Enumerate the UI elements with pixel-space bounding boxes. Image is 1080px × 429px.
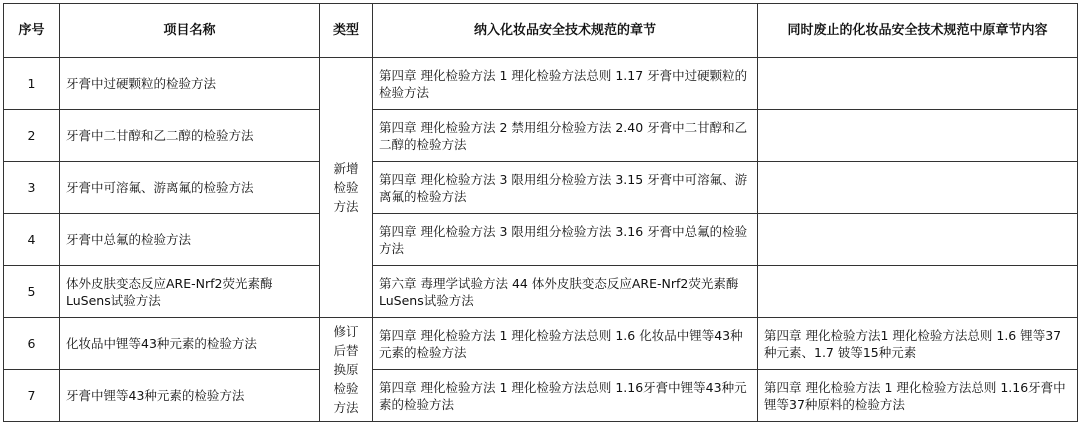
row-name: 牙膏中锂等43种元素的检验方法	[60, 370, 320, 422]
table-row	[4, 110, 1078, 162]
type-cell-new	[320, 58, 373, 318]
row-no: 2	[4, 110, 60, 162]
header-replaced: 同时废止的化妆品安全技术规范中原章节内容	[758, 4, 1078, 58]
row-replaced	[758, 214, 1078, 266]
row-chapter: 第四章 理化检验方法 3 限用组分检验方法 3.16 牙膏中总氟的检验方法	[373, 214, 758, 266]
header-no: 序号	[4, 4, 60, 58]
header-type: 类型	[320, 4, 373, 58]
table-row	[4, 162, 1078, 214]
row-no: 6	[4, 318, 60, 370]
type-label-new: 新增检验方法	[333, 161, 359, 214]
row-replaced: 第四章 理化检验方法 1 理化检验方法总则 1.16牙膏中锂等37种原料的检验方法	[758, 370, 1078, 422]
row-no: 7	[4, 370, 60, 422]
row-chapter: 第六章 毒理学试验方法 44 体外皮肤变态反应ARE-Nrf2荧光素酶LuSens试验方法	[373, 266, 758, 318]
row-no: 1	[4, 58, 60, 110]
row-chapter: 第四章 理化检验方法 1 理化检验方法总则 1.17 牙膏中过硬颗粒的检验方法	[373, 58, 758, 110]
row-no: 4	[4, 214, 60, 266]
table-row	[4, 214, 1078, 266]
row-replaced	[758, 162, 1078, 214]
row-chapter: 第四章 理化检验方法 2 禁用组分检验方法 2.40 牙膏中二甘醇和乙二醇的检验方法	[373, 110, 758, 162]
row-replaced: 第四章 理化检验方法1 理化检验方法总则 1.6 锂等37种元素、1.7 铍等15种元素	[758, 318, 1078, 370]
row-chapter: 第四章 理化检验方法 1 理化检验方法总则 1.6 化妆品中锂等43种元素的检验方法	[373, 318, 758, 370]
header-chapter: 纳入化妆品安全技术规范的章节	[373, 4, 758, 58]
header-name: 项目名称	[60, 4, 320, 58]
table-row	[4, 318, 1078, 370]
table-row	[4, 58, 1078, 110]
row-no: 5	[4, 266, 60, 318]
row-chapter: 第四章 理化检验方法 3 限用组分检验方法 3.15 牙膏中可溶氟、游离氟的检验方法	[373, 162, 758, 214]
row-replaced	[758, 58, 1078, 110]
row-name: 牙膏中总氟的检验方法	[60, 214, 320, 266]
type-cell-revised	[320, 318, 373, 422]
row-name: 牙膏中可溶氟、游离氟的检验方法	[60, 162, 320, 214]
row-name: 牙膏中二甘醇和乙二醇的检验方法	[60, 110, 320, 162]
row-no: 3	[4, 162, 60, 214]
row-replaced	[758, 266, 1078, 318]
header-row	[4, 4, 1078, 58]
row-name: 体外皮肤变态反应ARE-Nrf2荧光素酶LuSens试验方法	[60, 266, 320, 318]
table-row	[4, 370, 1078, 422]
type-label-revised: 修订后替换原检验方法	[333, 324, 359, 415]
table-row	[4, 266, 1078, 318]
row-replaced	[758, 110, 1078, 162]
row-name: 化妆品中锂等43种元素的检验方法	[60, 318, 320, 370]
row-chapter: 第四章 理化检验方法 1 理化检验方法总则 1.16牙膏中锂等43种元素的检验方法	[373, 370, 758, 422]
row-name: 牙膏中过硬颗粒的检验方法	[60, 58, 320, 110]
cosmetics-standards-table	[3, 3, 1078, 422]
